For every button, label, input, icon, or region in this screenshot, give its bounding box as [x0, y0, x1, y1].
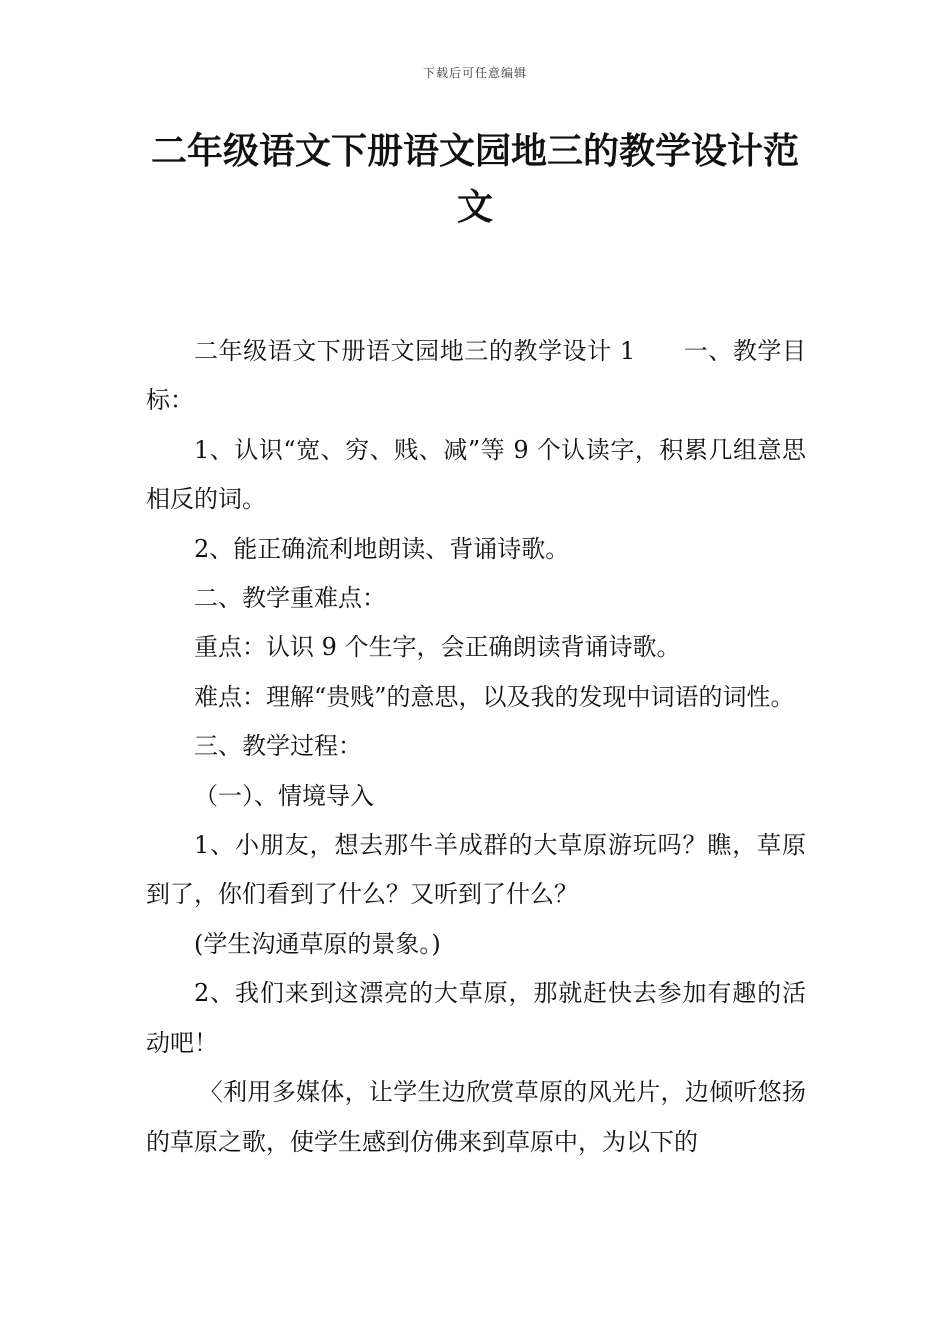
paragraph: 2、我们来到这漂亮的大草原，那就赶快去参加有趣的活动吧！ [146, 979, 806, 1057]
document-body [146, 327, 806, 1167]
paragraph: 1、认识“宽、穷、贱、减”等 9 个认读字，积累几组意思相反的词。 [146, 435, 806, 514]
paragraph: 难点：理解“贵贱”的意思，以及我的发现中词语的词性。 [194, 682, 795, 711]
paragraph: 2、能正确流利地朗读、背诵诗歌。 [194, 534, 570, 563]
paragraph: 1、小朋友，想去那牛羊成群的大草原游玩吗？瞧，草原到了，你们看到了什么？又听到了什么？ [146, 831, 806, 909]
section-heading: 三、教学过程： [194, 732, 362, 761]
paragraph: 重点：认识 9 个生字，会正确朗读背诵诗歌。 [194, 633, 681, 662]
subsection-heading: （一）、情境导入 [194, 781, 374, 810]
section-heading: 二、教学重难点： [194, 584, 386, 613]
paragraph: (学生沟通草原的景象。) [194, 929, 441, 958]
paragraph [146, 327, 806, 426]
page-header: 下载后可任意编辑 [422, 66, 527, 80]
section-heading: 一、教学目标： [146, 337, 807, 415]
paragraph-lead: 二年级语文下册语文园地三的教学设计 1 [194, 337, 636, 365]
paragraph: 〈利用多媒体，让学生边欣赏草原的风光片，边倾听悠扬的草原之歌，使学生感到仿佛来到草原中，为以下的 [146, 1078, 806, 1156]
document-title: 二年级语文下册语文园地三的教学设计范文 [150, 131, 799, 228]
